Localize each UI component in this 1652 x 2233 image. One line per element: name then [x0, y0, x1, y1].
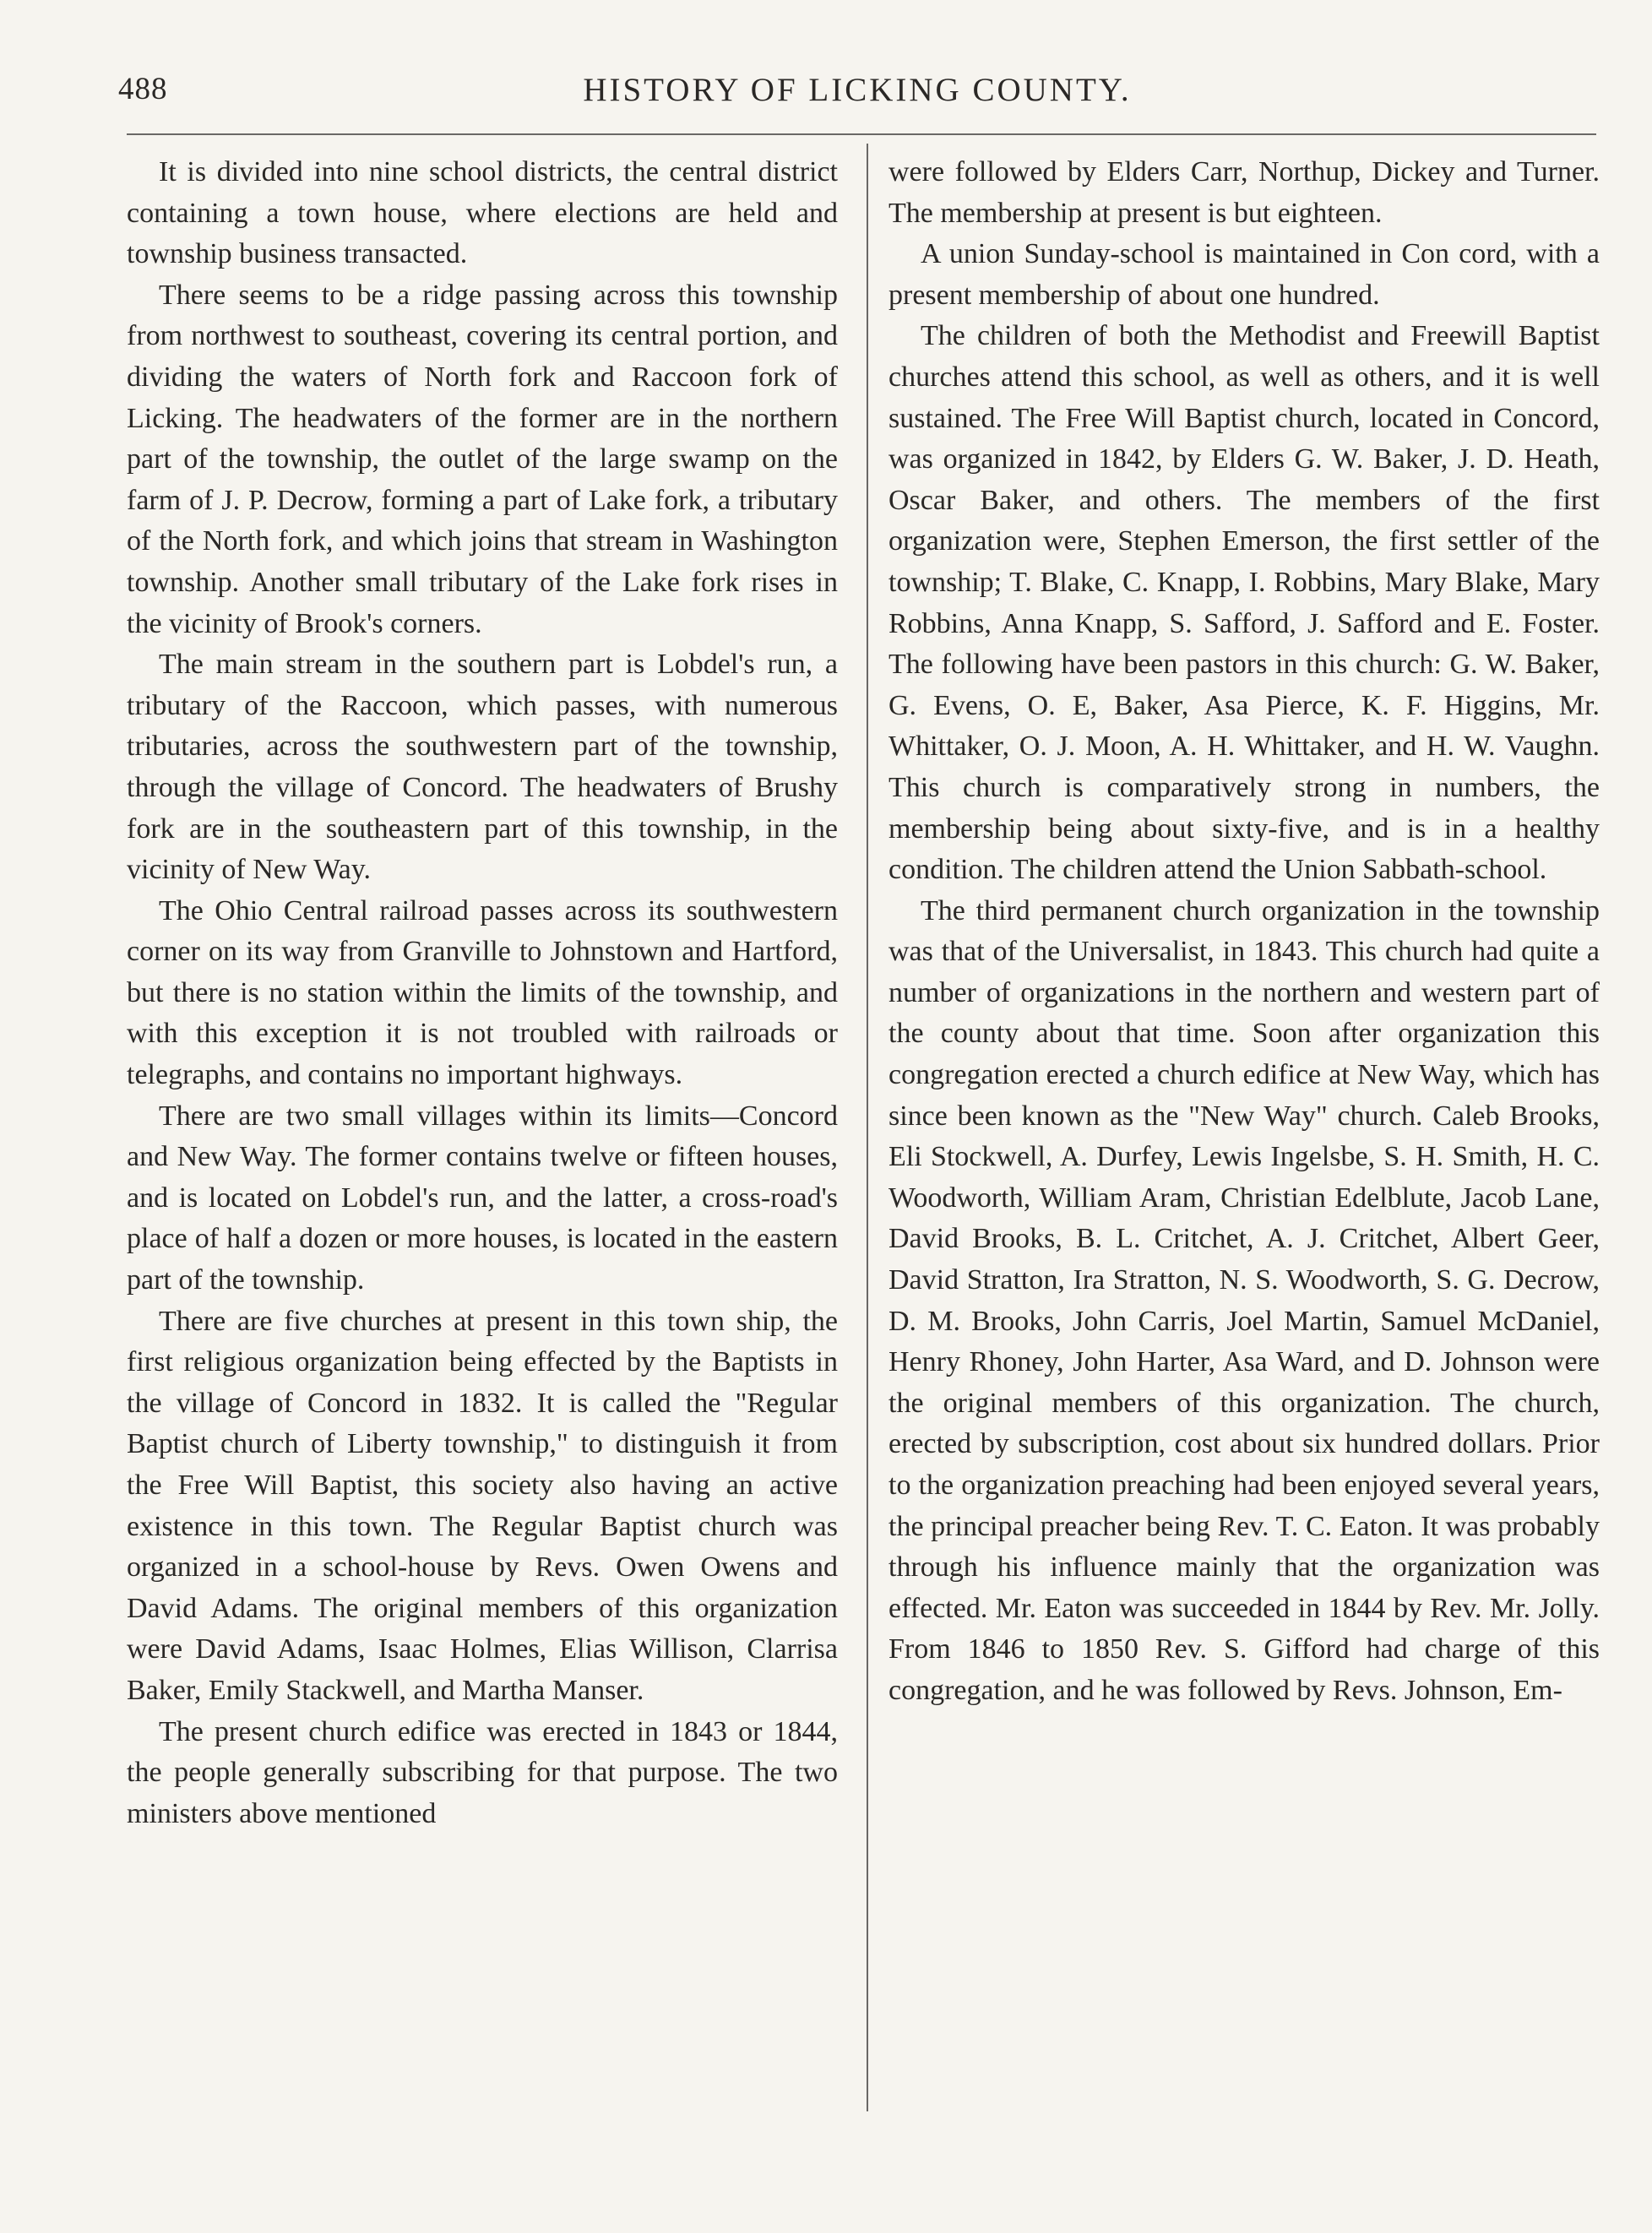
page-number: 488: [118, 72, 168, 106]
paragraph: The main stream in the southern part is Lobdel's run, a tributary of the Raccoon, which passes, with numerous tributaries, across the southwestern part of the township, through the village of Concord. The headwaters of Brushy fork are in the southeastern part of this township, in the vicinity of New Way.: [127, 649, 838, 886]
paragraph: There are two small villages within its limits—Concord and New Way. The former contains twelve or fifteen houses, and is located on Lobdel's run, and the latter, a cross-road's place of half a dozen or more houses, is located in the eastern part of the township.: [127, 1100, 838, 1296]
left-column: [127, 152, 838, 1834]
paragraph: The present church edifice was erected in 1843 or 1844, the people generally subscribing for that purpose. The two ministers above mentioned: [127, 1715, 838, 1829]
right-column: [888, 152, 1600, 1712]
paragraph: There are five churches at present in this town ship, the first religious organization being effected by the Baptists in the village of Concord in 1832. It is called the "Regular Baptist church of Liberty township," to distinguish it from the Free Will Baptist, this society also having an active existence in this town. The Regular Baptist church was organized in a school-house by Revs. Owen Owens and David Adams. The original members of this organization were David Adams, Isaac Holmes, Elias Willison, Clarrisa Baker, Emily Stackwell, and Martha Manser.: [127, 1305, 838, 1706]
paragraph: A union Sunday-school is maintained in Con cord, with a present membership of about one hundred.: [888, 238, 1600, 311]
continued-paragraph: were followed by Elders Carr, Northup, Dickey and Turner. The membership at present is but eighteen.: [888, 156, 1600, 229]
paragraph: It is divided into nine school districts, the central district containing a town house, where elections are held and township business transacted.: [127, 156, 838, 270]
column-divider: [867, 144, 868, 2111]
header-rule: [127, 133, 1596, 135]
paragraph: There seems to be a ridge passing across this township from northwest to southeast, covering its central portion, and dividing the waters of North fork and Raccoon fork of Licking. The headwaters of the former are in the northern part of the township, the outlet of the large swamp on the farm of J. P. Decrow, forming a part of Lake fork, a tributary of the North fork, and which joins that stream in Washington township. Another small tributary of the Lake fork rises in the vicinity of Brook's corners.: [127, 279, 838, 639]
paragraph: The Ohio Central railroad passes across its southwestern corner on its way from Granville to Johnstown and Hartford, but there is no station within the limits of the township, and with this exception it is not troubled with railroads or telegraphs, and contains no important highways.: [127, 894, 838, 1091]
running-title: HISTORY OF LICKING COUNTY.: [583, 72, 1132, 108]
paragraph: The children of both the Methodist and Freewill Baptist churches attend this school, as well as others, and it is well sustained. The Free Will Baptist church, located in Concord, was organized in 1842, by Elders G. W. Baker, J. D. Heath, Oscar Baker, and others. The members of the first organization were, Stephen Emerson, the first settler of the township; T. Blake, C. Knapp, I. Robbins, Mary Blake, Mary Robbins, Anna Knapp, S. Safford, J. Safford and E. Foster. The following have been pastors in this church: G. W. Baker, G. Evens, O. E, Baker, Asa Pierce, K. F. Higgins, Mr. Whittaker, O. J. Moon, A. H. Whittaker, and H. W. Vaughn. This church is comparatively strong in numbers, the membership being about sixty-five, and is in a healthy condition. The children attend the Union Sabbath-school.: [888, 320, 1600, 886]
page-header: [118, 68, 1596, 118]
paragraph: The third permanent church organization in the township was that of the Universalist, in 1843. This church had quite a number of organizations in the northern and western part of the county about that time. Soon after organization this congregation erected a church edifice at New Way, which has since been known as the "New Way" church. Caleb Brooks, Eli Stockwell, A. Durfey, Lewis Ingelsbe, S. H. Smith, H. C. Woodworth, William Aram, Christian Edelblute, Jacob Lane, David Brooks, B. L. Critchet, A. J. Critchet, Albert Geer, David Stratton, Ira Stratton, N. S. Woodworth, S. G. Decrow, D. M. Brooks, John Carris, Joel Martin, Samuel McDaniel, Henry Rhoney, John Harter, Asa Ward, and D. Johnson were the original members of this organization. The church, erected by subscription, cost about six hundred dollars. Prior to the organization preaching had been enjoyed several years, the principal preacher being Rev. T. C. Eaton. It was probably through his influence mainly that the organization was effected. Mr. Eaton was succeeded in 1844 by Rev. Mr. Jolly. From 1846 to 1850 Rev. S. Gifford had charge of this congregation, and he was followed by Revs. Johnson, Em-: [888, 894, 1600, 1706]
